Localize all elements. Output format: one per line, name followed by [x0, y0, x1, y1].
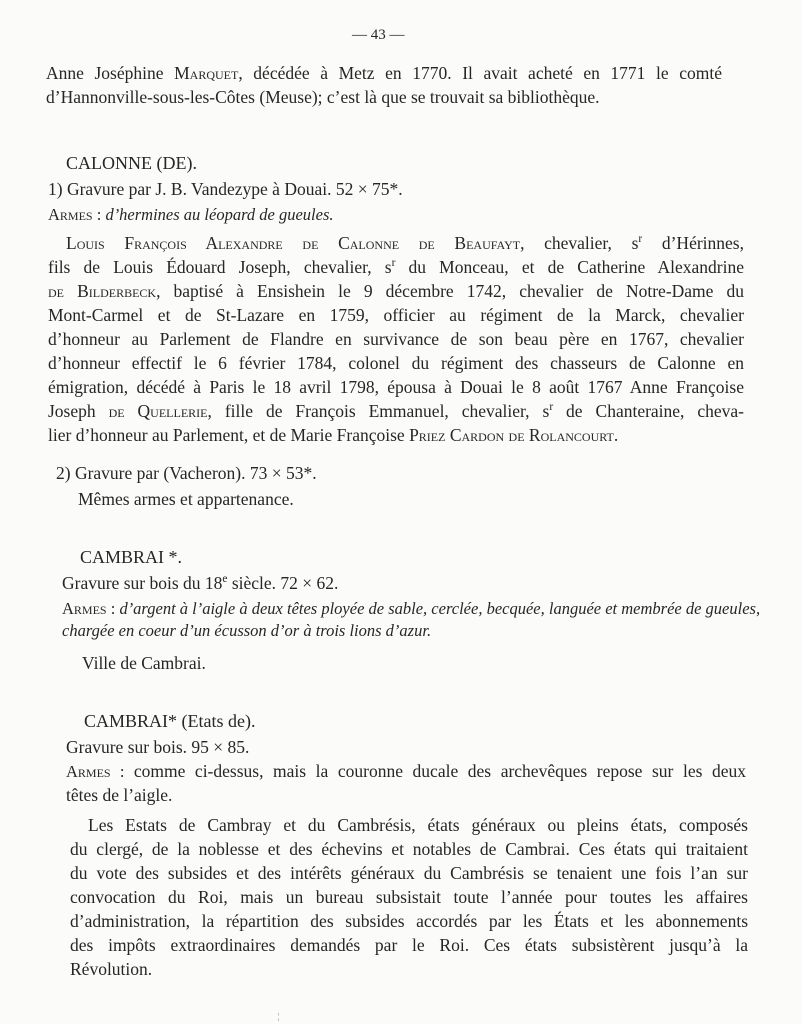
- calonne-bio-line-2: fils de Louis Édouard Joseph, chevalier, $s^r$ du Monceau, et de Catherine Alexandrine: [48, 257, 744, 277]
- cambrai-etats-para-line-2: du clergé, de la noblesse et des échevins et notables de Cambrai. Ces états qui traitaient: [70, 839, 748, 859]
- calonne-bio-line-3: de Bilderbeck, baptisé à Ensishein le 9 décembre 1742, chevalier de Notre-Dame du: [48, 281, 745, 301]
- cambrai-etats-para-line-3: du vote des subsides et des intérêts généraux du Cambrésis se tenaient une fois l’an sur: [70, 863, 748, 883]
- intro-line-1: Anne Joséphine Marquet, décédée à Metz en 1770. Il avait acheté en 1771 le comté: [46, 63, 722, 83]
- calonne-bio-line-5: d’honneur au Parlement de Flandre en survivance de son beau père en 1767, chevalier: [48, 329, 744, 349]
- cambrai-etats-para-line-1: Les Estats de Cambray et du Cambrésis, états généraux ou pleins états, composés: [88, 815, 748, 835]
- calonne-item-2: 2) Gravure par (Vacheron). 73 × 53*.: [56, 463, 317, 483]
- calonne-bio-line-1: Louis François Alexandre de Calonne de Beaufayt, chevalier, $s^r$ d’Hérinnes,: [66, 233, 744, 253]
- calonne-item-2-note: Mêmes armes et appartenance.: [78, 489, 294, 509]
- cambrai-etats-armes-line-1: Armes : comme ci-dessus, mais la couronne ducale des archevêques repose sur les deux: [66, 761, 746, 781]
- cambrai-gravure: Gravure sur bois du 18e siècle. 72 × 62.: [62, 573, 339, 593]
- calonne-bio-line-7: émigration, décédé à Paris le 18 avril 1798, épousa à Douai le 8 août 1767 Anne Françoise: [48, 377, 744, 397]
- cambrai-note: Ville de Cambrai.: [82, 653, 206, 673]
- calonne-item-1: 1) Gravure par J. B. Vandezype à Douai. 52 × 75*.: [48, 179, 403, 199]
- cambrai-etats-heading: CAMBRAI* (Etats de).: [84, 711, 256, 731]
- intro-line-2: d’Hannonville-sous-les-Côtes (Meuse); c’est là que se trouvait sa bibliothèque.: [46, 87, 600, 107]
- calonne-bio-line-9: lier d’honneur au Parlement, et de Marie Françoise Priez Cardon de Rolancourt.: [48, 425, 619, 445]
- calonne-armes: Armes : d’hermines au léopard de gueules.: [48, 205, 334, 224]
- calonne-bio-line-8: Joseph de Quellerie, fille de François Emmanuel, chevalier, $s^r$ de Chanteraine, cheva-: [48, 401, 745, 421]
- cambrai-armes-line-2: chargée en coeur d’un écusson d’or à trois lions d’azur.: [62, 621, 432, 640]
- cambrai-armes-line-1: Armes : d’argent à l’aigle à deux têtes ployée de sable, cerclée, becquée, languée et membrée de gueules,: [62, 599, 761, 618]
- bottom-mark: ¦: [278, 1012, 280, 1021]
- cambrai-etats-armes-line-2: têtes de l’aigle.: [66, 785, 173, 805]
- cambrai-etats-para-line-5: d’administration, la répartition des subsides accordés par les États et les abonnements: [70, 911, 748, 931]
- calonne-bio-line-6: d’honneur effectif le 6 février 1784, colonel du régiment des chasseurs de Calonne en: [48, 353, 744, 373]
- calonne-bio-line-4: Mont-Carmel et de St-Lazare en 1759, officier au régiment de la Marck, chevalier: [48, 305, 744, 325]
- calonne-heading: CALONNE (DE).: [66, 153, 197, 173]
- cambrai-etats-para-line-6: des impôts extraordinaires demandés par le Roi. Ces états subsistèrent jusqu’à la: [70, 935, 748, 955]
- cambrai-etats-gravure: Gravure sur bois. 95 × 85.: [66, 737, 250, 757]
- page-number: — 43 —: [352, 27, 405, 43]
- cambrai-etats-para-line-4: convocation du Roi, mais un bureau subsistait toute l’année pour toutes les affaires: [70, 887, 748, 907]
- cambrai-etats-para-line-7: Révolution.: [70, 959, 153, 979]
- cambrai-heading: CAMBRAI *.: [80, 547, 183, 567]
